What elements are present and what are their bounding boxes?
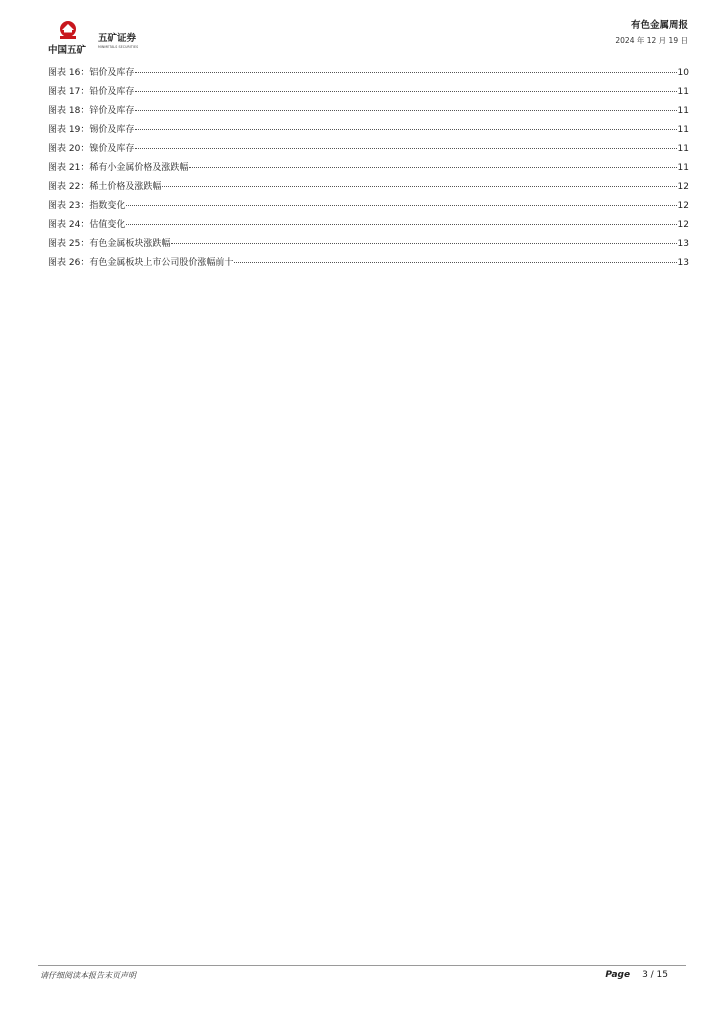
- toc-entry-label: 图表 26：: [48, 258, 90, 268]
- company-logo-text: 中国五矿: [48, 45, 87, 56]
- toc-entry-label: 图表 24：: [48, 220, 90, 230]
- toc-entry-page: 11: [677, 144, 689, 154]
- toc-dot-leader: [135, 110, 676, 111]
- toc-entry[interactable]: [48, 236, 689, 255]
- toc-entry-label: 图表 18：: [48, 106, 90, 116]
- toc-entry-page: 11: [677, 163, 689, 173]
- figure-list: [48, 65, 689, 274]
- report-title: 有色金属周报: [630, 20, 688, 31]
- toc-dot-leader: [135, 129, 676, 130]
- toc-entry-title: 镍价及库存: [89, 144, 135, 154]
- toc-entry[interactable]: [48, 84, 689, 103]
- toc-dot-leader: [126, 224, 676, 225]
- toc-entry-label: 图表 16：: [48, 68, 90, 78]
- toc-entry-page: 12: [677, 182, 689, 192]
- toc-entry-title: 指数变化: [89, 201, 126, 211]
- toc-entry-page: 10: [677, 68, 689, 78]
- toc-entry[interactable]: [48, 65, 689, 84]
- toc-entry[interactable]: [48, 103, 689, 122]
- toc-entry[interactable]: [48, 255, 689, 274]
- toc-entry-label: 图表 25：: [48, 239, 90, 249]
- footer-divider: [38, 965, 686, 966]
- toc-dot-leader: [135, 91, 676, 92]
- securities-logo-en: MINMETALS SECURITIES: [98, 45, 139, 49]
- toc-entry-title: 铅价及库存: [89, 87, 135, 97]
- toc-entry[interactable]: [48, 141, 689, 160]
- toc-entry[interactable]: [48, 160, 689, 179]
- toc-entry-title: 有色金属板块涨跌幅: [89, 239, 171, 249]
- toc-entry-page: 12: [677, 220, 689, 230]
- securities-logo-text: 五矿证券: [98, 33, 137, 44]
- toc-entry-title: 有色金属板块上市公司股价涨幅前十: [89, 258, 234, 268]
- toc-entry-title: 锌价及库存: [89, 106, 135, 116]
- toc-dot-leader: [135, 72, 676, 73]
- toc-entry-page: 13: [677, 258, 689, 268]
- toc-entry-title: 铝价及库存: [89, 68, 135, 78]
- footer-disclaimer: 请仔细阅读本报告末页声明: [40, 971, 136, 980]
- minmetals-emblem-icon: [57, 20, 79, 40]
- toc-dot-leader: [135, 148, 676, 149]
- toc-dot-leader: [171, 243, 676, 244]
- toc-entry[interactable]: [48, 122, 689, 141]
- toc-entry[interactable]: [48, 198, 689, 217]
- toc-entry-page: 11: [677, 87, 689, 97]
- toc-dot-leader: [234, 262, 676, 263]
- toc-entry[interactable]: [48, 179, 689, 198]
- toc-entry[interactable]: [48, 217, 689, 236]
- toc-entry-label: 图表 20：: [48, 144, 90, 154]
- china-minmetals-logo: [48, 20, 88, 54]
- toc-entry-title: 稀土价格及涨跌幅: [89, 182, 162, 192]
- toc-dot-leader: [162, 186, 676, 187]
- toc-entry-title: 估值变化: [89, 220, 126, 230]
- securities-logo: [98, 30, 138, 49]
- toc-entry-label: 图表 21：: [48, 163, 90, 173]
- toc-dot-leader: [126, 205, 676, 206]
- page-number: 3 / 15: [642, 970, 668, 980]
- page-header: [0, 0, 724, 60]
- page-label: Page: [605, 970, 631, 980]
- toc-entry-page: 11: [677, 106, 689, 116]
- toc-entry-label: 图表 17：: [48, 87, 90, 97]
- report-date: 2024 年 12 月 19 日: [615, 36, 688, 45]
- toc-entry-title: 锡价及库存: [89, 125, 135, 135]
- footer-page-indicator: [605, 970, 668, 980]
- toc-entry-page: 13: [677, 239, 689, 249]
- toc-entry-label: 图表 22：: [48, 182, 90, 192]
- toc-dot-leader: [189, 167, 676, 168]
- toc-entry-label: 图表 19：: [48, 125, 90, 135]
- toc-entry-label: 图表 23：: [48, 201, 90, 211]
- toc-entry-page: 12: [677, 201, 689, 211]
- toc-entry-page: 11: [677, 125, 689, 135]
- toc-entry-title: 稀有小金属价格及涨跌幅: [89, 163, 189, 173]
